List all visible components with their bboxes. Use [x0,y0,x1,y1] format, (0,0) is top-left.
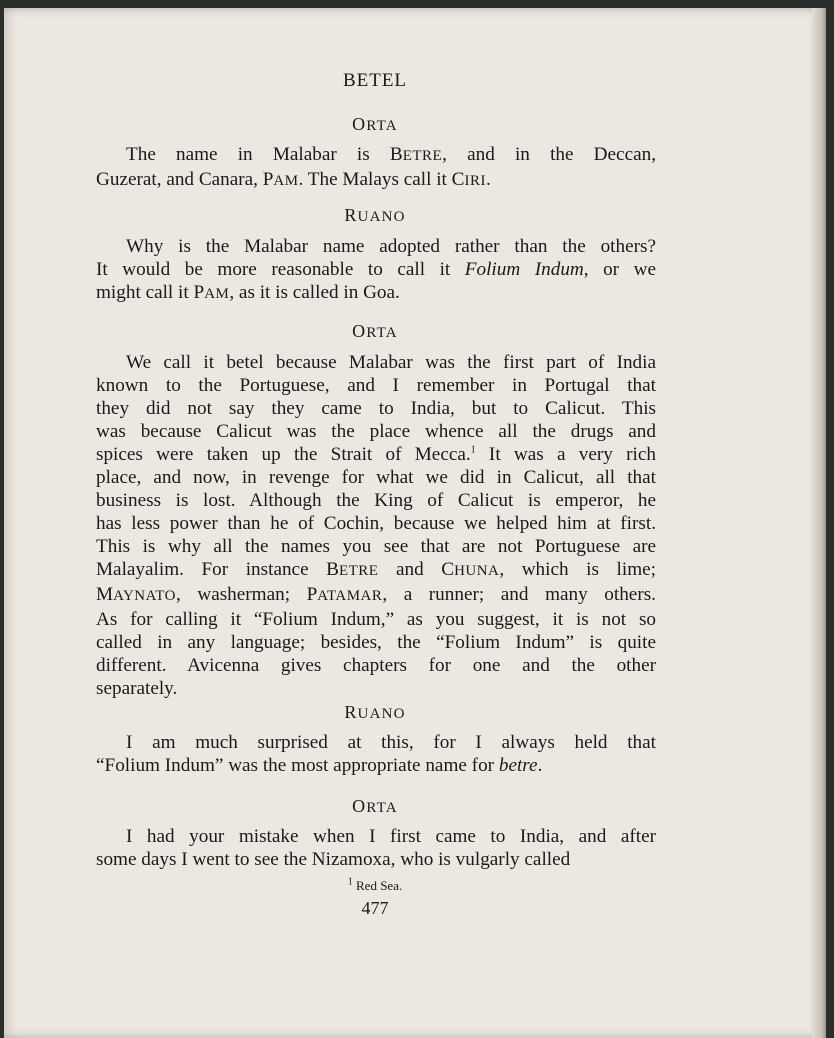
text-line: I am much surprised at this, for I always held that [126,732,656,753]
footnote-text: Red Sea. [356,878,403,893]
speech-block-5 [96,825,656,871]
text-line: As for calling it “Folium Indum,” as you suggest, it is not so [96,609,657,630]
text-line: spices were taken up the Strait of Mecca.$^1$ It was a very rich [96,444,656,465]
book-page [4,8,826,1038]
speech-block-2 [96,235,656,306]
text-line: they did not say they came to India, but to Calicut. This [96,398,656,419]
italic-term: Folium Indum [464,259,584,280]
text-line: known to the Portuguese, and I remember in Portugal that [96,375,656,396]
speaker-heading-ruano-2: RUANO [344,702,406,722]
text-line: This is why all the names you see that are not Portuguese are [96,536,656,557]
page-gutter-shadow [812,8,826,1038]
text-line: different. Avicenna gives chapters for one and the other [96,655,656,676]
text-line: called in any language; besides, the “Folium Indum” is quite [96,632,656,653]
footnote [4,878,746,894]
italic-term: betre [498,755,538,776]
speaker-heading-ruano-1: RUANO [344,205,406,225]
smallcaps-term: PAM [193,282,230,303]
text-line: place, and now, in revenge for what we did in Calicut, all that [96,467,656,488]
text-line: some days I went to see the Nizamoxa, who is vulgarly called [96,849,571,870]
smallcaps-term: BETRE [326,559,379,580]
term: Folium Indum [104,755,215,776]
text-line: might call it PAM, as it is called in Goa. [96,282,400,303]
footnote-ref: 1 [470,444,476,456]
term: Folium Indum [262,609,381,630]
smallcaps-term: PAM [262,169,299,190]
chapter-title: BETEL [342,70,408,91]
text-line: It would be more reasonable to call it Folium Indum, or we [96,259,656,280]
text-line: I had your mistake when I first came to India, and after [126,826,656,847]
speaker-heading-orta-3: ORTA [352,796,398,816]
text-line: was because Calicut was the place whence all the drugs and [96,421,656,442]
smallcaps-term: BETRE [389,144,443,165]
smallcaps-term: PATAMAR [306,584,383,605]
footnote-mark: 1 [347,876,353,888]
text-line: The name in Malabar is BETRE, and in the Deccan, [126,144,656,165]
speaker-heading-orta-1: ORTA [352,114,398,134]
term: Folium Indum [444,632,566,653]
text-line: We call it betel because Malabar was the first part of India [126,352,656,373]
text-line: MAYNATO, washerman; PATAMAR, a runner; and many others. [96,584,656,605]
smallcaps-term: CIRI [451,169,486,190]
text-line: business is lost. Although the King of Calicut is emperor, he [96,490,656,511]
speech-block-3 [96,351,656,700]
page-number: 477 [361,898,389,918]
speaker-heading-orta-2: ORTA [352,321,398,341]
text-line: Malayalim. For instance BETRE and CHUNA, which is lime; [96,559,656,580]
speech-block-1 [96,143,656,193]
speech-block-4 [96,731,656,777]
text-line: “Folium Indum” was the most appropriate name for betre. [96,755,543,776]
text-line: Guzerat, and Canara, PAM. The Malays call it CIRI. [96,169,491,190]
smallcaps-term: MAYNATO [96,584,176,605]
text-line: has less power than he of Cochin, because we helped him at first. [96,513,656,534]
text-line: Why is the Malabar name adopted rather than the others? [126,236,656,257]
text-line: separately. [96,678,178,699]
smallcaps-term: CHUNA [441,559,500,580]
